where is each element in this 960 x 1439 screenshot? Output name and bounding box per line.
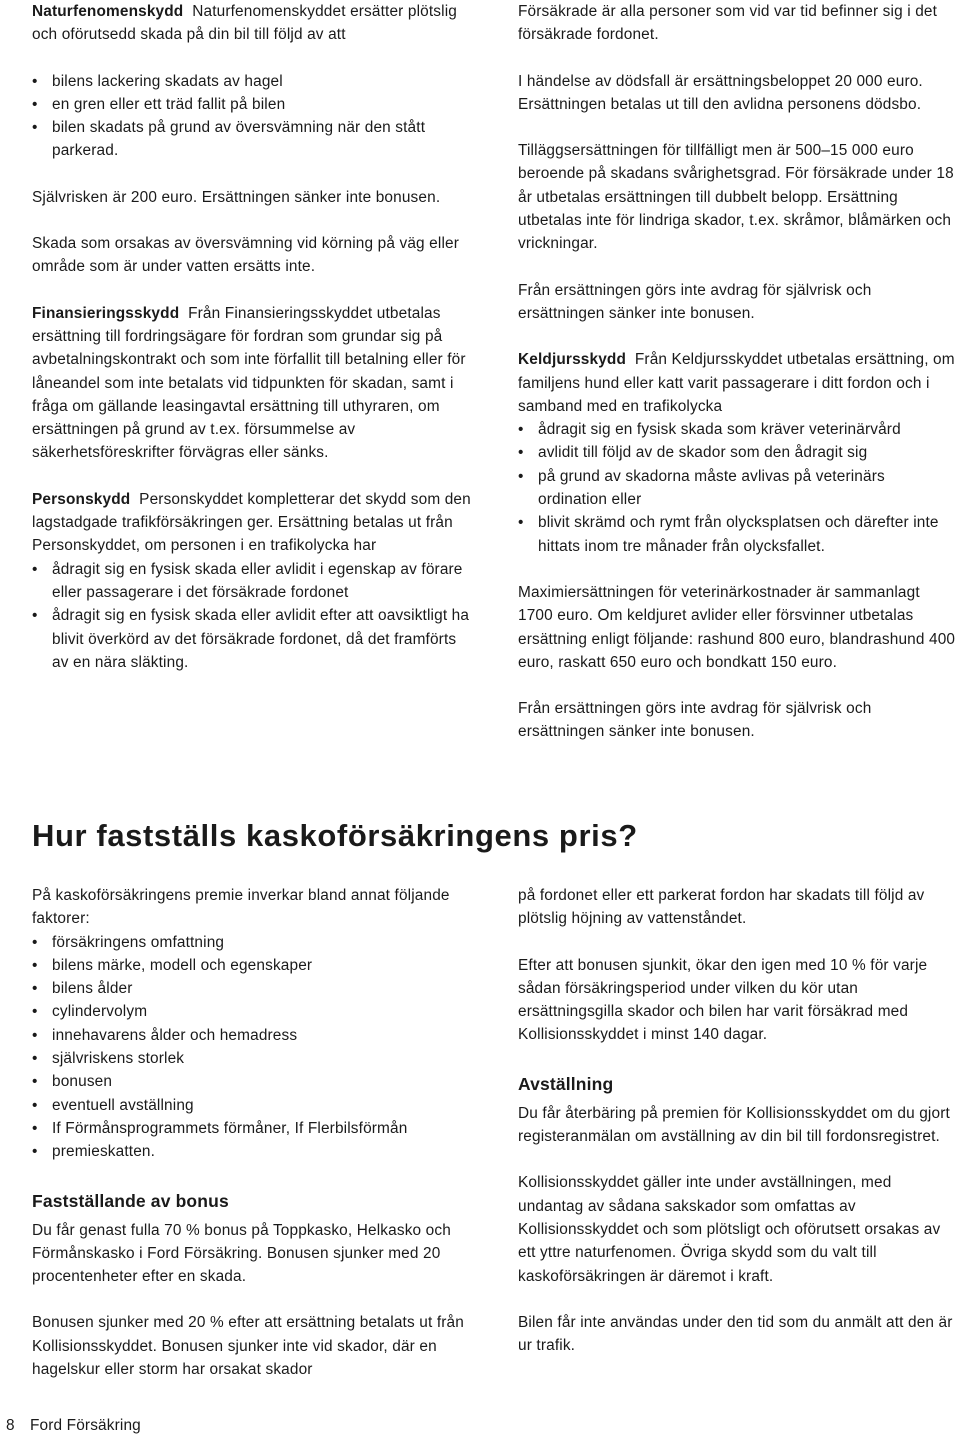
list-item: • bonusen: [32, 1070, 482, 1093]
keldjursskydd-text: Från Keldjursskyddet utbetalas ersättning, om familjens hund eller katt varit passagerare i ditt fordon och i samband med en trafikolycka: [518, 351, 955, 415]
paragraph: Maximiersättningen för veterinärkostnader är sammanlagt 1700 euro. Om keldjuret avlider eller försvinner utbetalas ersättning enligt följande: rashund 800 euro, blandrashund 400 euro, raskatt 650 euro och bondkatt 150 euro.: [518, 583, 956, 671]
naturfenomenskydd-intro: [32, 0, 472, 47]
finansieringsskydd-paragraph: [32, 302, 472, 465]
personskydd-list: [32, 558, 472, 674]
personskydd-paragraph: [32, 488, 472, 558]
personskydd-text: Personskyddet kompletterar det skydd som den lagstadgade trafikförsäkringen ger. Ersättning betalas ut från Personskyddet, om personen i en trafikolycka har: [32, 490, 471, 555]
list-item: • innehavarens ålder och hemadress: [32, 1024, 482, 1047]
naturfenomenskydd-intro-text: Naturfenomenskyddet ersätter plötslig och oförutsedd skada på din bil till följd av att: [32, 3, 457, 44]
page-number: 8: [6, 1417, 15, 1434]
list-item: • självriskens storlek: [32, 1047, 482, 1070]
list-item: • premieskatten.: [32, 1140, 482, 1163]
list-item: • ådragit sig en fysisk skada eller avlidit i egenskap av förare eller passagerare i det försäkrade fordonet: [32, 558, 472, 605]
list-item: • ådragit sig en fysisk skada som kräver veterinärvård: [518, 418, 958, 441]
paragraph: Kollisionsskyddet gäller inte under avställningen, med undantag av sådana sakskador som omfattas av Kollisionsskyddet och som plötsligt och oförutsett orsakas av ett yttre naturfenomen. Övriga skydd som du valt till kaskoförsäkringen är däremot i kraft.: [518, 1174, 941, 1285]
avstallning-heading: Avställning: [518, 1073, 614, 1094]
column-bottom-left: [32, 884, 482, 1404]
footer-brand: Ford Försäkring: [30, 1417, 141, 1434]
list-item: • bilens ålder: [32, 977, 482, 1000]
list-item: • bilens märke, modell och egenskaper: [32, 954, 482, 977]
list-item: • blivit skrämd och rymt från olycksplatsen och därefter inte hittats inom tre månader från olycksfallet.: [518, 511, 958, 558]
list-item: • bilens lackering skadats av hagel: [32, 70, 472, 93]
list-item: • bilen skadats på grund av översvämning när den stått parkerad.: [32, 116, 472, 163]
keldjursskydd-heading: Keldjursskydd: [518, 351, 627, 369]
finansieringsskydd-heading: Finansieringsskydd: [32, 304, 180, 322]
naturfenomenskydd-heading: Naturfenomenskydd: [32, 3, 184, 20]
bonus-heading: Fastställande av bonus: [32, 1190, 229, 1211]
list-item: • på grund av skadorna måste avlivas på veterinärs ordination eller: [518, 465, 958, 512]
naturfenomenskydd-list: [32, 70, 472, 163]
paragraph: Tilläggsersättningen för tillfälligt men är 500–15 000 euro beroende på skadans svårighetsgrad. För försäkrade under 18 år utbetalas ersättningen till dubbelt belopp. Ersättning utbetalas inte för lindriga skador, t.ex. skråmor, blåmärken och vrickningar.: [518, 142, 954, 253]
paragraph: På kaskoförsäkringens premie inverkar bland annat följande faktorer:: [32, 887, 450, 928]
paragraph: Du får återbäring på premien för Kollisionsskyddet om du gjort registeranmälan om avställning av din bil till fordonsregistret.: [518, 1104, 950, 1146]
section-heading: Hur fastställs kaskoförsäkringens pris?: [32, 818, 638, 853]
personskydd-heading: Personskydd: [32, 490, 131, 508]
finansieringsskydd-text: Från Finansieringsskyddet utbetalas ersättning till fordringsägare för fordran som grundar sig på avbetalningskontrakt och som inte förfallit till betalning eller för låneandel som inte betalats vid tidpunkten för skadan, samt i fråga om gällande leasingavtal ersättning till uthyraren, om ersättningen på grund av t.ex. försummelse av säkerhetsföreskrifter förvägras eller sänks.: [32, 304, 466, 462]
paragraph: Försäkrade är alla personer som vid var tid befinner sig i det försäkrade fordonet.: [518, 3, 938, 44]
list-item: • försäkringens omfattning: [32, 931, 482, 954]
paragraph: Bonusen sjunker med 20 % efter att ersättning betalats ut från Kollisionsskyddet. Bonusen sjunker inte vid skador, där en hagelskur eller storm har orsakat skador: [32, 1314, 464, 1379]
list-item: • ådragit sig en fysisk skada eller avlidit efter att oavsiktligt ha blivit överkörd av det försäkrade fordonet, då det framförts av en nära släkting.: [32, 604, 472, 674]
paragraph: Bilen får inte användas under den tid som du anmält att den är ur trafik.: [518, 1313, 953, 1355]
list-item: • eventuell avställning: [32, 1094, 482, 1117]
column-top-left: [32, 0, 472, 697]
keldjursskydd-list: [518, 418, 958, 558]
factors-list: [32, 931, 482, 1164]
list-item: • avlidit till följd av de skador som den ådragit sig: [518, 441, 958, 464]
paragraph: Självrisken är 200 euro. Ersättningen sänker inte bonusen.: [32, 188, 441, 206]
page-footer: [6, 1414, 141, 1437]
paragraph: Efter att bonusen sjunkit, ökar den igen med 10 % för varje sådan försäkringsperiod under vilken du kör utan ersättningsgilla skador och bilen har varit försäkrad med Kollisionsskyddet i minst 140 dagar.: [518, 956, 928, 1044]
paragraph: Från ersättningen görs inte avdrag för självrisk och ersättningen sänker inte bonusen.: [518, 281, 872, 322]
paragraph: på fordonet eller ett parkerat fordon har skadats till följd av plötslig höjning av vattenståndet.: [518, 887, 925, 928]
list-item: • If Förmånsprogrammets förmåner, If Flerbilsförmån: [32, 1117, 482, 1140]
paragraph: I händelse av dödsfall är ersättningsbeloppet 20 000 euro. Ersättningen betalas ut till den avlidna personens dödsbo.: [518, 72, 923, 113]
column-bottom-right: [518, 884, 958, 1380]
list-item: • cylindervolym: [32, 1000, 482, 1023]
paragraph: Från ersättningen görs inte avdrag för självrisk och ersättningen sänker inte bonusen.: [518, 700, 872, 741]
paragraph: Du får genast fulla 70 % bonus på Toppkasko, Helkasko och Förmånskasko i Ford Försäkring. Bonusen sjunker med 20 procentenheter efter en skada.: [32, 1221, 451, 1286]
column-top-right: [518, 0, 958, 767]
list-item: • en gren eller ett träd fallit på bilen: [32, 93, 472, 116]
paragraph: Skada som orsakas av översvämning vid körning på väg eller område som är under vatten ersätts inte.: [32, 235, 460, 276]
keldjursskydd-paragraph: [518, 348, 958, 418]
